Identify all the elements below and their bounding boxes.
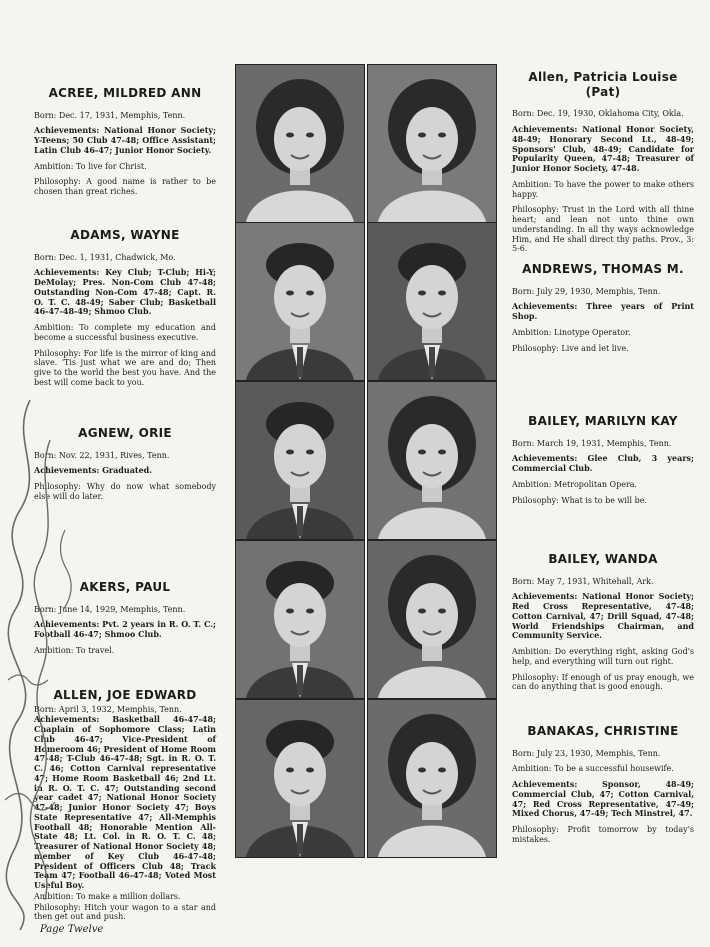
philosophy: Philosophy: If enough of us pray enough, we can do anything that is good enough. bbox=[512, 672, 694, 692]
student-name: BAILEY, MARILYN KAY bbox=[528, 414, 678, 428]
student-name: BAILEY, WANDA bbox=[548, 552, 658, 566]
handwritten-signature bbox=[0, 380, 80, 940]
ambition: Ambition: Metropolitan Opera. bbox=[512, 479, 638, 489]
portrait-allen-patricia bbox=[367, 64, 497, 223]
portrait-akers bbox=[235, 540, 365, 699]
philosophy: Philosophy: Why do now what somebody else will do later. bbox=[34, 482, 216, 501]
ambition: Ambition: Linotype Operator. bbox=[512, 327, 631, 337]
born-line: Born: May 7, 1931, Whitehall, Ark. bbox=[512, 576, 654, 586]
student-name: AGNEW, ORIE bbox=[78, 426, 172, 440]
philosophy: Philosophy: Profit tomorrow by today's mistakes. bbox=[512, 825, 694, 844]
ambition: Ambition: To live for Christ. bbox=[34, 161, 147, 171]
student-name: ANDREWS, THOMAS M. bbox=[522, 262, 684, 276]
student-name: AKERS, PAUL bbox=[79, 580, 171, 594]
born-line: Born: Dec. 19, 1930, Oklahoma City, Okla. bbox=[512, 109, 684, 119]
ambition: Ambition: Do everything right, asking God's help, and everything will turn out right. bbox=[512, 647, 694, 666]
achievements: Achievements: Graduated. bbox=[34, 465, 153, 476]
philosophy: Philosophy: A good name is rather to be chosen than great riches. bbox=[34, 177, 216, 197]
philosophy: Philosophy: For life is the mirror of king and slave. 'Tis just what we are and do; Then give to the world the best you have. And the best will come back to you. bbox=[34, 348, 216, 387]
student-name: ACREE, MILDRED ANN bbox=[48, 86, 202, 100]
born-line: Born: June 14, 1929, Memphis, Tenn. bbox=[34, 604, 186, 614]
achievements: Achievements: Pvt. 2 years in R. O. T. C.; Football 46-47; Shmoo Club. bbox=[34, 619, 216, 640]
philosophy: Philosophy: What is to be will be. bbox=[512, 495, 647, 505]
philosophy: Philosophy: Live and let live. bbox=[512, 343, 629, 353]
page-number: Page Twelve bbox=[40, 924, 104, 935]
faded-header-bleedthrough bbox=[240, 4, 560, 32]
portrait-agnew bbox=[235, 381, 365, 540]
ambition: Ambition: To travel. bbox=[34, 645, 115, 655]
born-line: Born: July 29, 1930, Memphis, Tenn. bbox=[512, 286, 661, 296]
portrait-banakas bbox=[367, 699, 497, 858]
bio-allen-patricia bbox=[512, 70, 694, 260]
ambition: Ambition: To make a million dollars. bbox=[34, 891, 181, 901]
philosophy: Philosophy: Hitch your wagon to a star and then get out and push. bbox=[34, 902, 216, 922]
achievements: Achievements: National Honor Society, 48-49; Honorary Second Lt., 48-49; Sponsors' Club, 48-49; Candidate for Popularity Queen, 47-48; Treasurer of Junior Honor Society, 47-48. bbox=[512, 124, 694, 173]
student-name: Allen, Patricia Louise (Pat) bbox=[528, 70, 678, 99]
bio-bailey-marilyn bbox=[512, 414, 694, 511]
student-name: ADAMS, WAYNE bbox=[70, 228, 180, 242]
portrait-bailey-marilyn bbox=[367, 381, 497, 540]
achievements: Achievements: National Honor Society; Y-Teens; 50 Club 47-48; Office Assistant; Latin Club 46-47; Junior Honor Society. bbox=[34, 125, 216, 155]
achievements: Achievements: Sponsor, 48-49; Commercial Club, 47; Cotton Carnival, 47; Red Cross Representative, 47-49; Mixed Chorus, 47-49; Tech Minstrel, 47. bbox=[512, 779, 694, 819]
portrait-bailey-wanda bbox=[367, 540, 497, 699]
achievements: Achievements: National Honor Society; Red Cross Representative, 47-48; Cotton Carnival, 47; Drill Squad, 47-48; World Friendships Chairman, and Community Service. bbox=[512, 591, 694, 641]
ambition: Ambition: To be a successful housewife. bbox=[512, 764, 674, 774]
born-line: Born: Dec. 1, 1931, Chadwick, Mo. bbox=[34, 252, 176, 262]
bio-bailey-wanda bbox=[512, 552, 694, 698]
born-line: Born: Dec. 17, 1931, Memphis, Tenn. bbox=[34, 110, 186, 120]
bio-adams bbox=[34, 228, 216, 394]
bio-banakas bbox=[512, 724, 694, 851]
born-line: Born: March 19, 1931, Memphis, Tenn. bbox=[512, 438, 672, 448]
born-line: Born: April 3, 1932, Memphis, Tenn. bbox=[34, 704, 182, 714]
portrait-andrews bbox=[367, 222, 497, 381]
portrait-adams bbox=[235, 222, 365, 381]
philosophy: Philosophy: Trust in the Lord with all thine heart; and lean not unto thine own understanding. In all thy ways acknowledge Him, and He shall direct thy paths. Prov., 3: 5-6. bbox=[512, 205, 694, 254]
ambition: Ambition: To have the power to make others happy. bbox=[512, 179, 694, 199]
achievements: Achievements: Basketball 46-47-48; Chaplain of Sophomore Class; Latin Club 46-47; Vice-President of Homeroom 46; President of Home Room 47-48; T-Club 46-47-48; Sgt. in R. O. T. C. 46; Cotton Carnival representative 47; Home Room Basketball 46; 2nd Lt. in R. O. T. C. 47; Outstanding second year cadet 47; National Honor Society 47-48; Junior Honor Society 47; Boys State Representative 47; All-Memphis Football 48; Honorable Mention All-State 48; Lt. Col. in R. O. T. C. 48; Treasurer of National Honor Society 48; member of Key Club 46-47-48; President of Officers Club 48; Track Team 47; Football 46-47-48; Voted Most Useful Boy. bbox=[34, 714, 216, 891]
student-name: ALLEN, JOE EDWARD bbox=[53, 688, 197, 702]
bio-andrews bbox=[512, 262, 694, 359]
portrait-allen-joe bbox=[235, 699, 365, 858]
portrait-acree bbox=[235, 64, 365, 223]
born-line: Born: July 23, 1930, Memphis, Tenn. bbox=[512, 748, 661, 758]
born-line: Born: Nov. 22, 1931, Rives, Tenn. bbox=[34, 450, 170, 460]
achievements: Achievements: Key Club; T-Club; Hi-Y; DeMolay; Pres. Non-Com Club 47-48; Outstanding Non-Com 47-48; Capt. R. O. T. C. 48-49; Saber Club; Basketball 46-47-48-49; Shmoo Club. bbox=[34, 267, 216, 317]
achievements: Achievements: Three years of Print Shop. bbox=[512, 301, 694, 322]
achievements: Achievements: Glee Club, 3 years; Commercial Club. bbox=[512, 453, 694, 474]
student-name: BANAKAS, CHRISTINE bbox=[527, 724, 679, 738]
ambition: Ambition: To complete my education and become a successful business executive. bbox=[34, 323, 216, 342]
bio-acree bbox=[34, 86, 216, 203]
